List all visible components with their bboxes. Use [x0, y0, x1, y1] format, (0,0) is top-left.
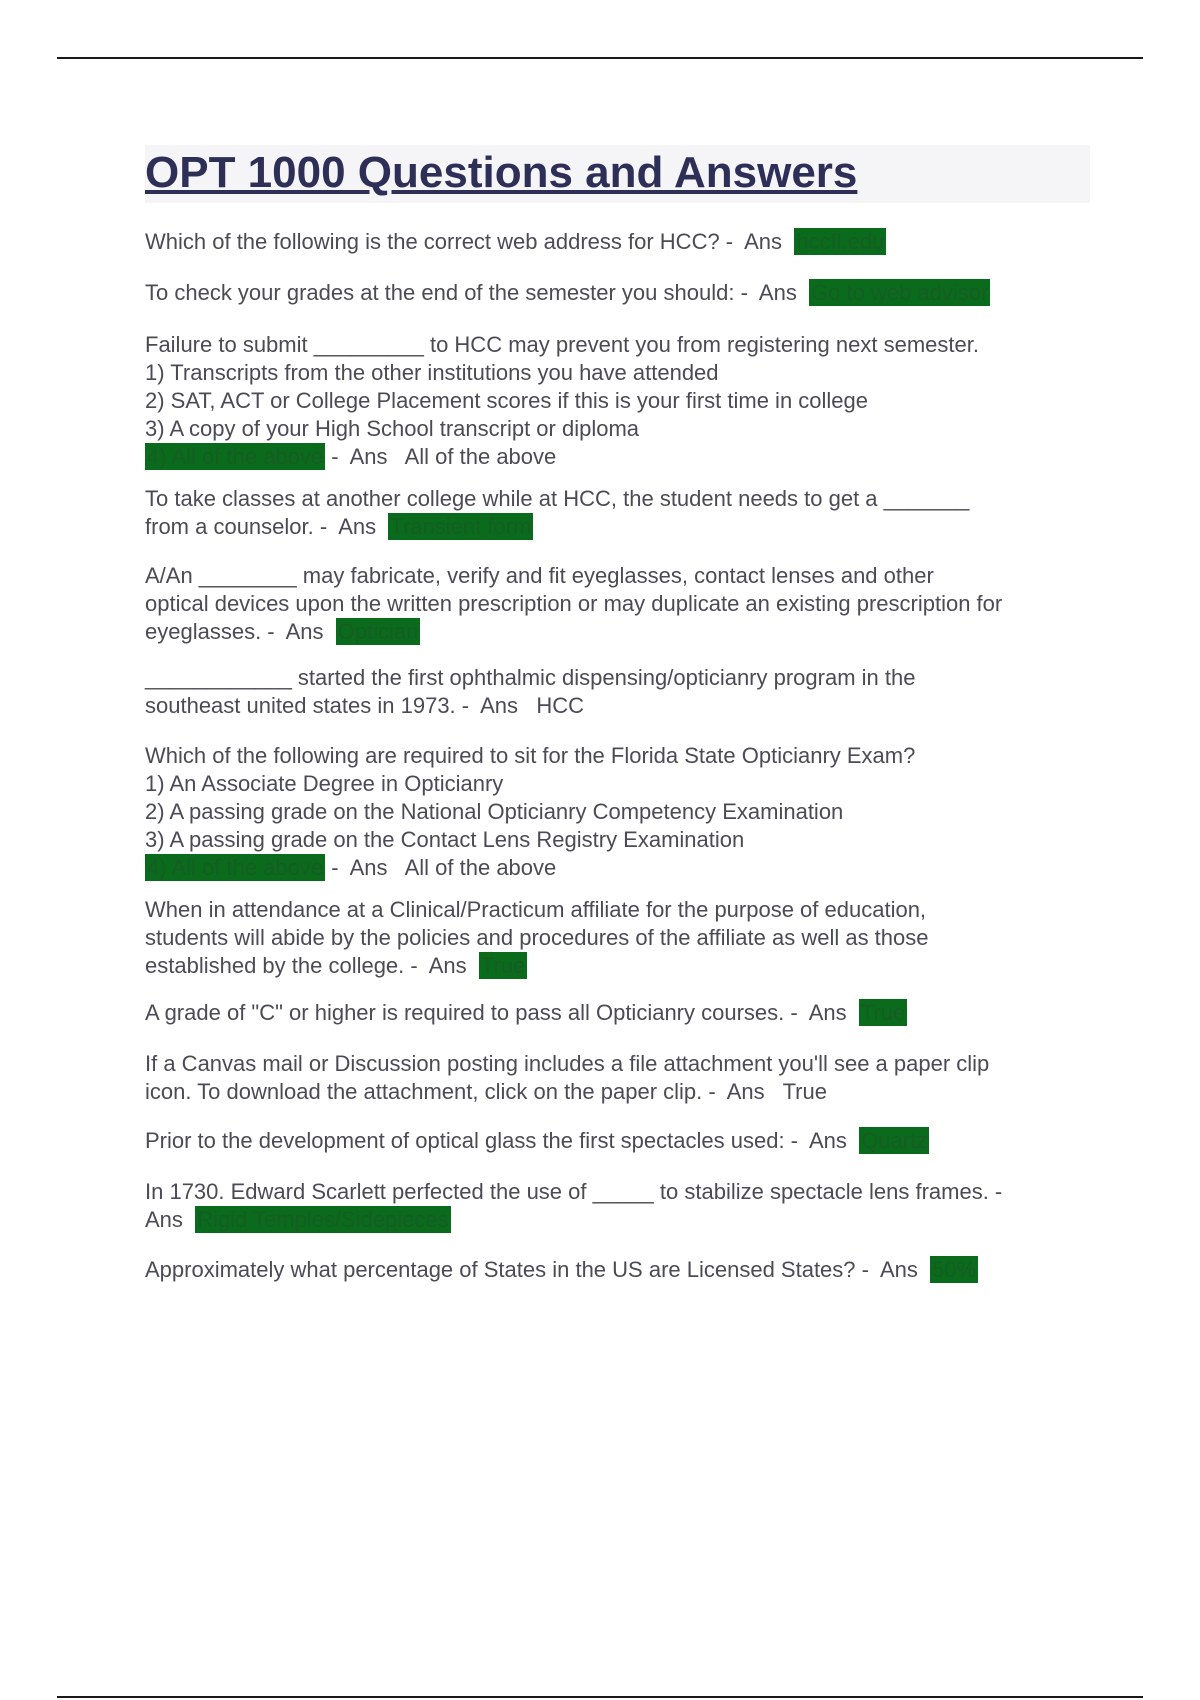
question-answer-line — [145, 1256, 1090, 1284]
answer-text: True — [480, 953, 526, 978]
answer-text: Rigid Temples/Sidepieces — [197, 1207, 449, 1232]
question-line: optical devices upon the written prescription or may duplicate an existing prescription for — [145, 591, 1003, 616]
page-title: OPT 1000 Questions and Answers — [145, 145, 1090, 203]
highlighted-option: 4) All of the above — [147, 855, 324, 880]
question-line: In 1730. Edward Scarlett perfected the use of _____ to stabilize spectacle lens frames. - — [145, 1179, 1003, 1204]
answer-text: Transient form — [390, 514, 532, 539]
question-text: icon. To download the attachment, click on the paper clip. - Ans — [145, 1079, 783, 1104]
question-text: eyeglasses. - Ans — [145, 619, 336, 644]
question-line: 1) An Associate Degree in Opticianry — [145, 771, 504, 796]
answer-text: Quartz — [861, 1128, 928, 1153]
answer-text: True — [860, 1000, 906, 1025]
question-line: ____________ started the first ophthalmic dispensing/opticianry program in the — [145, 665, 916, 690]
qa-item — [145, 999, 1090, 1027]
question-answer-line — [145, 513, 1090, 541]
qa-item — [145, 742, 1090, 882]
question-text: Which of the following is the correct web address for HCC? - Ans — [145, 229, 795, 254]
question-answer-line — [145, 1206, 1090, 1234]
question-text: Ans — [145, 1207, 196, 1232]
qa-item — [145, 1050, 1090, 1106]
question-text: Prior to the development of optical glass the first spectacles used: - Ans — [145, 1128, 860, 1153]
qa-item — [145, 228, 1090, 256]
ans-separator: - Ans — [325, 855, 405, 880]
question-line: Failure to submit _________ to HCC may prevent you from registering next semester. — [145, 332, 979, 357]
question-line: 3) A passing grade on the Contact Lens Registry Examination — [145, 827, 745, 852]
question-text: established by the college. - Ans — [145, 953, 479, 978]
question-answer-line — [145, 279, 1090, 307]
question-text: A grade of "C" or higher is required to pass all Opticianry courses. - Ans — [145, 1000, 859, 1025]
question-answer-line — [145, 443, 1090, 471]
question-line: To take classes at another college while at HCC, the student needs to get a _______ — [145, 486, 970, 511]
document-body — [145, 145, 1090, 1282]
answer-text: All of the above — [404, 444, 557, 469]
question-line: 2) A passing grade on the National Opticianry Competency Examination — [145, 799, 844, 824]
question-answer-line — [145, 618, 1090, 646]
question-answer-line — [145, 692, 1090, 720]
qa-item — [145, 1178, 1090, 1234]
qa-item — [145, 1256, 1090, 1284]
qa-item — [145, 896, 1090, 980]
question-line: If a Canvas mail or Discussion posting includes a file attachment you'll see a paper clip — [145, 1051, 990, 1076]
question-line: 1) Transcripts from the other institutions you have attended — [145, 360, 719, 385]
question-line: When in attendance at a Clinical/Practicum affiliate for the purpose of education, — [145, 897, 927, 922]
question-text: from a counselor. - Ans — [145, 514, 389, 539]
qa-item — [145, 562, 1090, 646]
qa-item — [145, 279, 1090, 307]
question-line: 2) SAT, ACT or College Placement scores if this is your first time in college — [145, 388, 869, 413]
answer-text: hccfl.edu — [796, 229, 885, 254]
qa-item — [145, 331, 1090, 471]
question-text: To check your grades at the end of the semester you should: - Ans — [145, 280, 810, 305]
question-answer-line — [145, 1078, 1090, 1106]
question-line: Which of the following are required to sit for the Florida State Opticianry Exam? — [145, 743, 916, 768]
answer-text: HCC — [536, 693, 585, 718]
question-answer-line — [145, 952, 1090, 980]
highlighted-option: 4) All of the above — [147, 444, 324, 469]
qa-item — [145, 1127, 1090, 1155]
footer-rule — [57, 1696, 1143, 1698]
answer-text: Optician — [337, 619, 419, 644]
ans-separator: - Ans — [325, 444, 405, 469]
question-answer-line — [145, 999, 1090, 1027]
header-rule — [57, 57, 1143, 59]
question-text: Approximately what percentage of States in the US are Licensed States? - Ans — [145, 1257, 931, 1282]
question-answer-line — [145, 854, 1090, 882]
question-line: A/An ________ may fabricate, verify and fit eyeglasses, contact lenses and other — [145, 563, 934, 588]
answer-text: 50% — [932, 1257, 977, 1282]
answer-text: All of the above — [404, 855, 557, 880]
question-text: southeast united states in 1973. - Ans — [145, 693, 537, 718]
question-line: 3) A copy of your High School transcript or diploma — [145, 416, 640, 441]
answer-text: Go to web advisor — [811, 280, 989, 305]
question-answer-line — [145, 228, 1090, 256]
answer-text: True — [782, 1079, 827, 1104]
question-line: students will abide by the policies and procedures of the affiliate as well as those — [145, 925, 929, 950]
qa-item — [145, 664, 1090, 720]
qa-item — [145, 485, 1090, 541]
question-answer-line — [145, 1127, 1090, 1155]
